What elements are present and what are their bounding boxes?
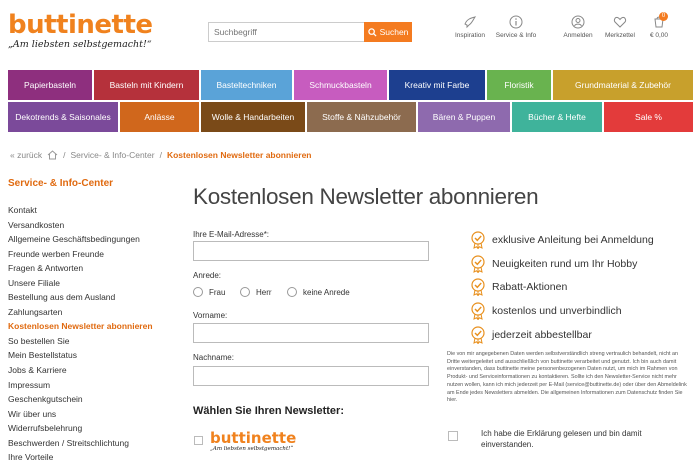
- salutation-frau[interactable]: [193, 287, 225, 297]
- search-bar: [208, 22, 412, 42]
- category-label: Basteln mit Kindern: [109, 80, 184, 90]
- benefit-label: exklusive Anleitung bei Anmeldung: [492, 233, 654, 246]
- radio-button[interactable]: [193, 287, 203, 297]
- consent-checkbox[interactable]: [448, 431, 458, 441]
- search-button-label: Suchen: [379, 27, 409, 37]
- benefit-label: kostenlos und unverbindlich: [492, 305, 622, 318]
- heart-icon: [613, 15, 627, 29]
- benefit-item: [470, 299, 654, 323]
- header: [0, 0, 698, 68]
- category-baeren-puppen[interactable]: [418, 102, 510, 132]
- email-field[interactable]: [193, 241, 429, 261]
- sidebar-item[interactable]: Unsere Filiale: [8, 277, 60, 288]
- newsletter-logo: [210, 431, 296, 452]
- breadcrumb-parent[interactable]: Service- & Info-Center: [70, 150, 155, 160]
- sidebar-item[interactable]: Beschwerden / Streitschlichtung: [8, 437, 129, 448]
- consent-label: Ich habe die Erklärung gelesen und bin damit einverstanden.: [481, 429, 642, 449]
- login-label: Anmelden: [563, 32, 593, 39]
- category-label: Papierbasteln: [24, 80, 76, 90]
- benefits-list: [470, 228, 654, 347]
- sidebar-item[interactable]: Widerrufsbelehrung: [8, 423, 83, 434]
- salutation-herr[interactable]: [240, 287, 272, 297]
- lastname-field[interactable]: [193, 366, 429, 386]
- firstname-label: Vorname:: [193, 311, 228, 320]
- category-schmuckbasteln[interactable]: [294, 70, 387, 100]
- category-label: Wolle & Handarbeiten: [211, 112, 295, 122]
- benefit-item: [470, 228, 654, 252]
- benefit-label: jederzeit abbestellbar: [492, 329, 592, 342]
- radio-label: keine Anrede: [303, 287, 350, 297]
- radio-button[interactable]: [240, 287, 250, 297]
- category-grundmaterial[interactable]: [553, 70, 693, 100]
- category-sale[interactable]: [604, 102, 693, 132]
- sidebar-item[interactable]: Geschenkgutschein: [8, 394, 83, 405]
- sidebar-item[interactable]: Ihre Vorteile: [8, 452, 54, 460]
- salutation-label: Anrede:: [193, 271, 222, 280]
- award-check-icon: [470, 231, 486, 249]
- inspiration-link[interactable]: [452, 15, 488, 39]
- logo[interactable]: [8, 12, 153, 50]
- privacy-notice: Die von mir angegebenen Daten werden selbstverständlich streng vertraulich behandelt, nicht an Dritte weitergeleitet und ausschließlich von buttinette verarbeitet und genutzt. Ich bin auch damit einverstanden, dass buttinette meine personenbezogenen Daten nutzt, um mich im Rahmen von Produkt- und Serviceinformationen zu kontaktieren. Sollte ich den Newsletter-Service nicht mehr nutzen wollen, kann ich mich jederzeit per E-Mail (service@buttinette.de) oder über den Abmeldelink am Ende jedes Newsletters abmelden. Die allgemeinen Informationen zum Datenschutz finden Sie hier.: [447, 351, 687, 404]
- email-label: Ihre E-Mail-Adresse*:: [193, 230, 270, 239]
- category-wolle-handarbeiten[interactable]: [201, 102, 305, 132]
- user-icon: [571, 15, 585, 29]
- category-stoffe-naehzubehoer[interactable]: [307, 102, 416, 132]
- category-basteltechniken[interactable]: [201, 70, 292, 100]
- firstname-field[interactable]: [193, 323, 429, 343]
- search-button[interactable]: [364, 22, 412, 42]
- bird-icon: [463, 15, 477, 29]
- sidebar-title: Service- & Info-Center: [8, 178, 114, 189]
- logo-slogan: „Am liebsten selbstgemacht!“: [8, 39, 152, 50]
- home-icon[interactable]: [47, 150, 58, 160]
- award-check-icon: [470, 278, 486, 296]
- category-anlaesse[interactable]: [120, 102, 199, 132]
- service-info-link[interactable]: [494, 15, 538, 39]
- category-label: Bücher & Hefte: [528, 112, 586, 122]
- category-label: Sale %: [635, 112, 662, 122]
- benefit-item: [470, 323, 654, 347]
- breadcrumb: [10, 150, 312, 160]
- search-icon: [368, 28, 377, 37]
- category-label: Grundmaterial & Zubehör: [575, 80, 671, 90]
- category-label: Stoffe & Nähzubehör: [322, 112, 401, 122]
- breadcrumb-separator: /: [63, 150, 66, 160]
- page-title: Kostenlosen Newsletter abonnieren: [193, 184, 539, 209]
- cart-count-badge: 0: [659, 12, 668, 21]
- category-kreativ-mit-farbe[interactable]: [389, 70, 485, 100]
- category-dekotrends[interactable]: [8, 102, 118, 132]
- sidebar-item[interactable]: Wir über uns: [8, 408, 57, 419]
- category-label: Dekotrends & Saisonales: [15, 112, 111, 122]
- info-icon: [509, 15, 523, 29]
- login-link[interactable]: [560, 15, 596, 39]
- search-input[interactable]: [208, 22, 364, 42]
- sidebar-item[interactable]: Kontakt: [8, 205, 37, 215]
- newsletter-logo-wordmark: buttinette: [210, 429, 297, 447]
- logo-wordmark: buttinette: [8, 10, 153, 40]
- wishlist-link[interactable]: [602, 15, 638, 39]
- salutation-keine[interactable]: [287, 287, 350, 297]
- category-basteln-mit-kindern[interactable]: [94, 70, 199, 100]
- sidebar-item[interactable]: Freunde werben Freunde: [8, 248, 104, 259]
- sidebar-item[interactable]: Mein Bestellstatus: [8, 350, 77, 361]
- sidebar-item[interactable]: Versandkosten: [8, 219, 65, 230]
- sidebar-item[interactable]: Jobs & Karriere: [8, 365, 67, 376]
- category-label: Anlässe: [144, 112, 175, 122]
- benefit-label: Neuigkeiten rund um Ihr Hobby: [492, 257, 638, 270]
- sidebar-item[interactable]: So bestellen Sie: [8, 335, 70, 346]
- breadcrumb-current: Kostenlosen Newsletter abonnieren: [166, 150, 312, 160]
- category-label: Bären & Puppen: [432, 112, 496, 122]
- sidebar-item-active[interactable]: Kostenlosen Newsletter abonnieren: [8, 321, 153, 332]
- newsletter-heading: Wählen Sie Ihren Newsletter:: [193, 405, 344, 417]
- service-info-label: Service & Info: [495, 32, 537, 39]
- category-label: Floristik: [504, 80, 534, 90]
- sidebar-nav: [8, 203, 153, 460]
- sidebar-item[interactable]: Zahlungsarten: [8, 306, 63, 317]
- benefit-label: Rabatt-Aktionen: [492, 281, 568, 294]
- newsletter-checkbox[interactable]: [194, 436, 203, 445]
- lastname-label: Nachname:: [193, 353, 234, 362]
- sidebar-item[interactable]: Fragen & Antworten: [8, 263, 84, 274]
- award-check-icon: [470, 302, 486, 320]
- category-label: Kreativ mit Farbe: [404, 80, 470, 90]
- radio-label: Frau: [209, 287, 226, 297]
- award-check-icon: [470, 255, 486, 273]
- wishlist-label: Merkzettel: [605, 32, 635, 39]
- breadcrumb-separator: /: [159, 150, 162, 160]
- back-link[interactable]: « zurück: [10, 150, 43, 160]
- category-floristik[interactable]: [487, 70, 551, 100]
- category-buecher-hefte[interactable]: [512, 102, 602, 132]
- cart-total-label: € 0,00: [649, 32, 669, 39]
- sidebar-item[interactable]: Allgemeine Geschäftsbedingungen: [8, 234, 140, 245]
- benefit-item: [470, 252, 654, 276]
- header-tools: [452, 15, 692, 45]
- radio-label: Herr: [256, 287, 272, 297]
- cart-link[interactable]: [644, 15, 674, 39]
- category-label: Schmuckbasteln: [309, 80, 372, 90]
- benefit-item: [470, 276, 654, 300]
- category-papierbasteln[interactable]: [8, 70, 92, 100]
- sidebar-item[interactable]: Impressum: [8, 379, 51, 390]
- radio-button[interactable]: [287, 287, 297, 297]
- award-check-icon: [470, 326, 486, 344]
- category-label: Basteltechniken: [216, 80, 277, 90]
- newsletter-logo-slogan: „Am liebsten selbstgemacht!“: [210, 446, 294, 452]
- inspiration-label: Inspiration: [455, 32, 485, 39]
- sidebar-item[interactable]: Bestellung aus dem Ausland: [8, 292, 116, 303]
